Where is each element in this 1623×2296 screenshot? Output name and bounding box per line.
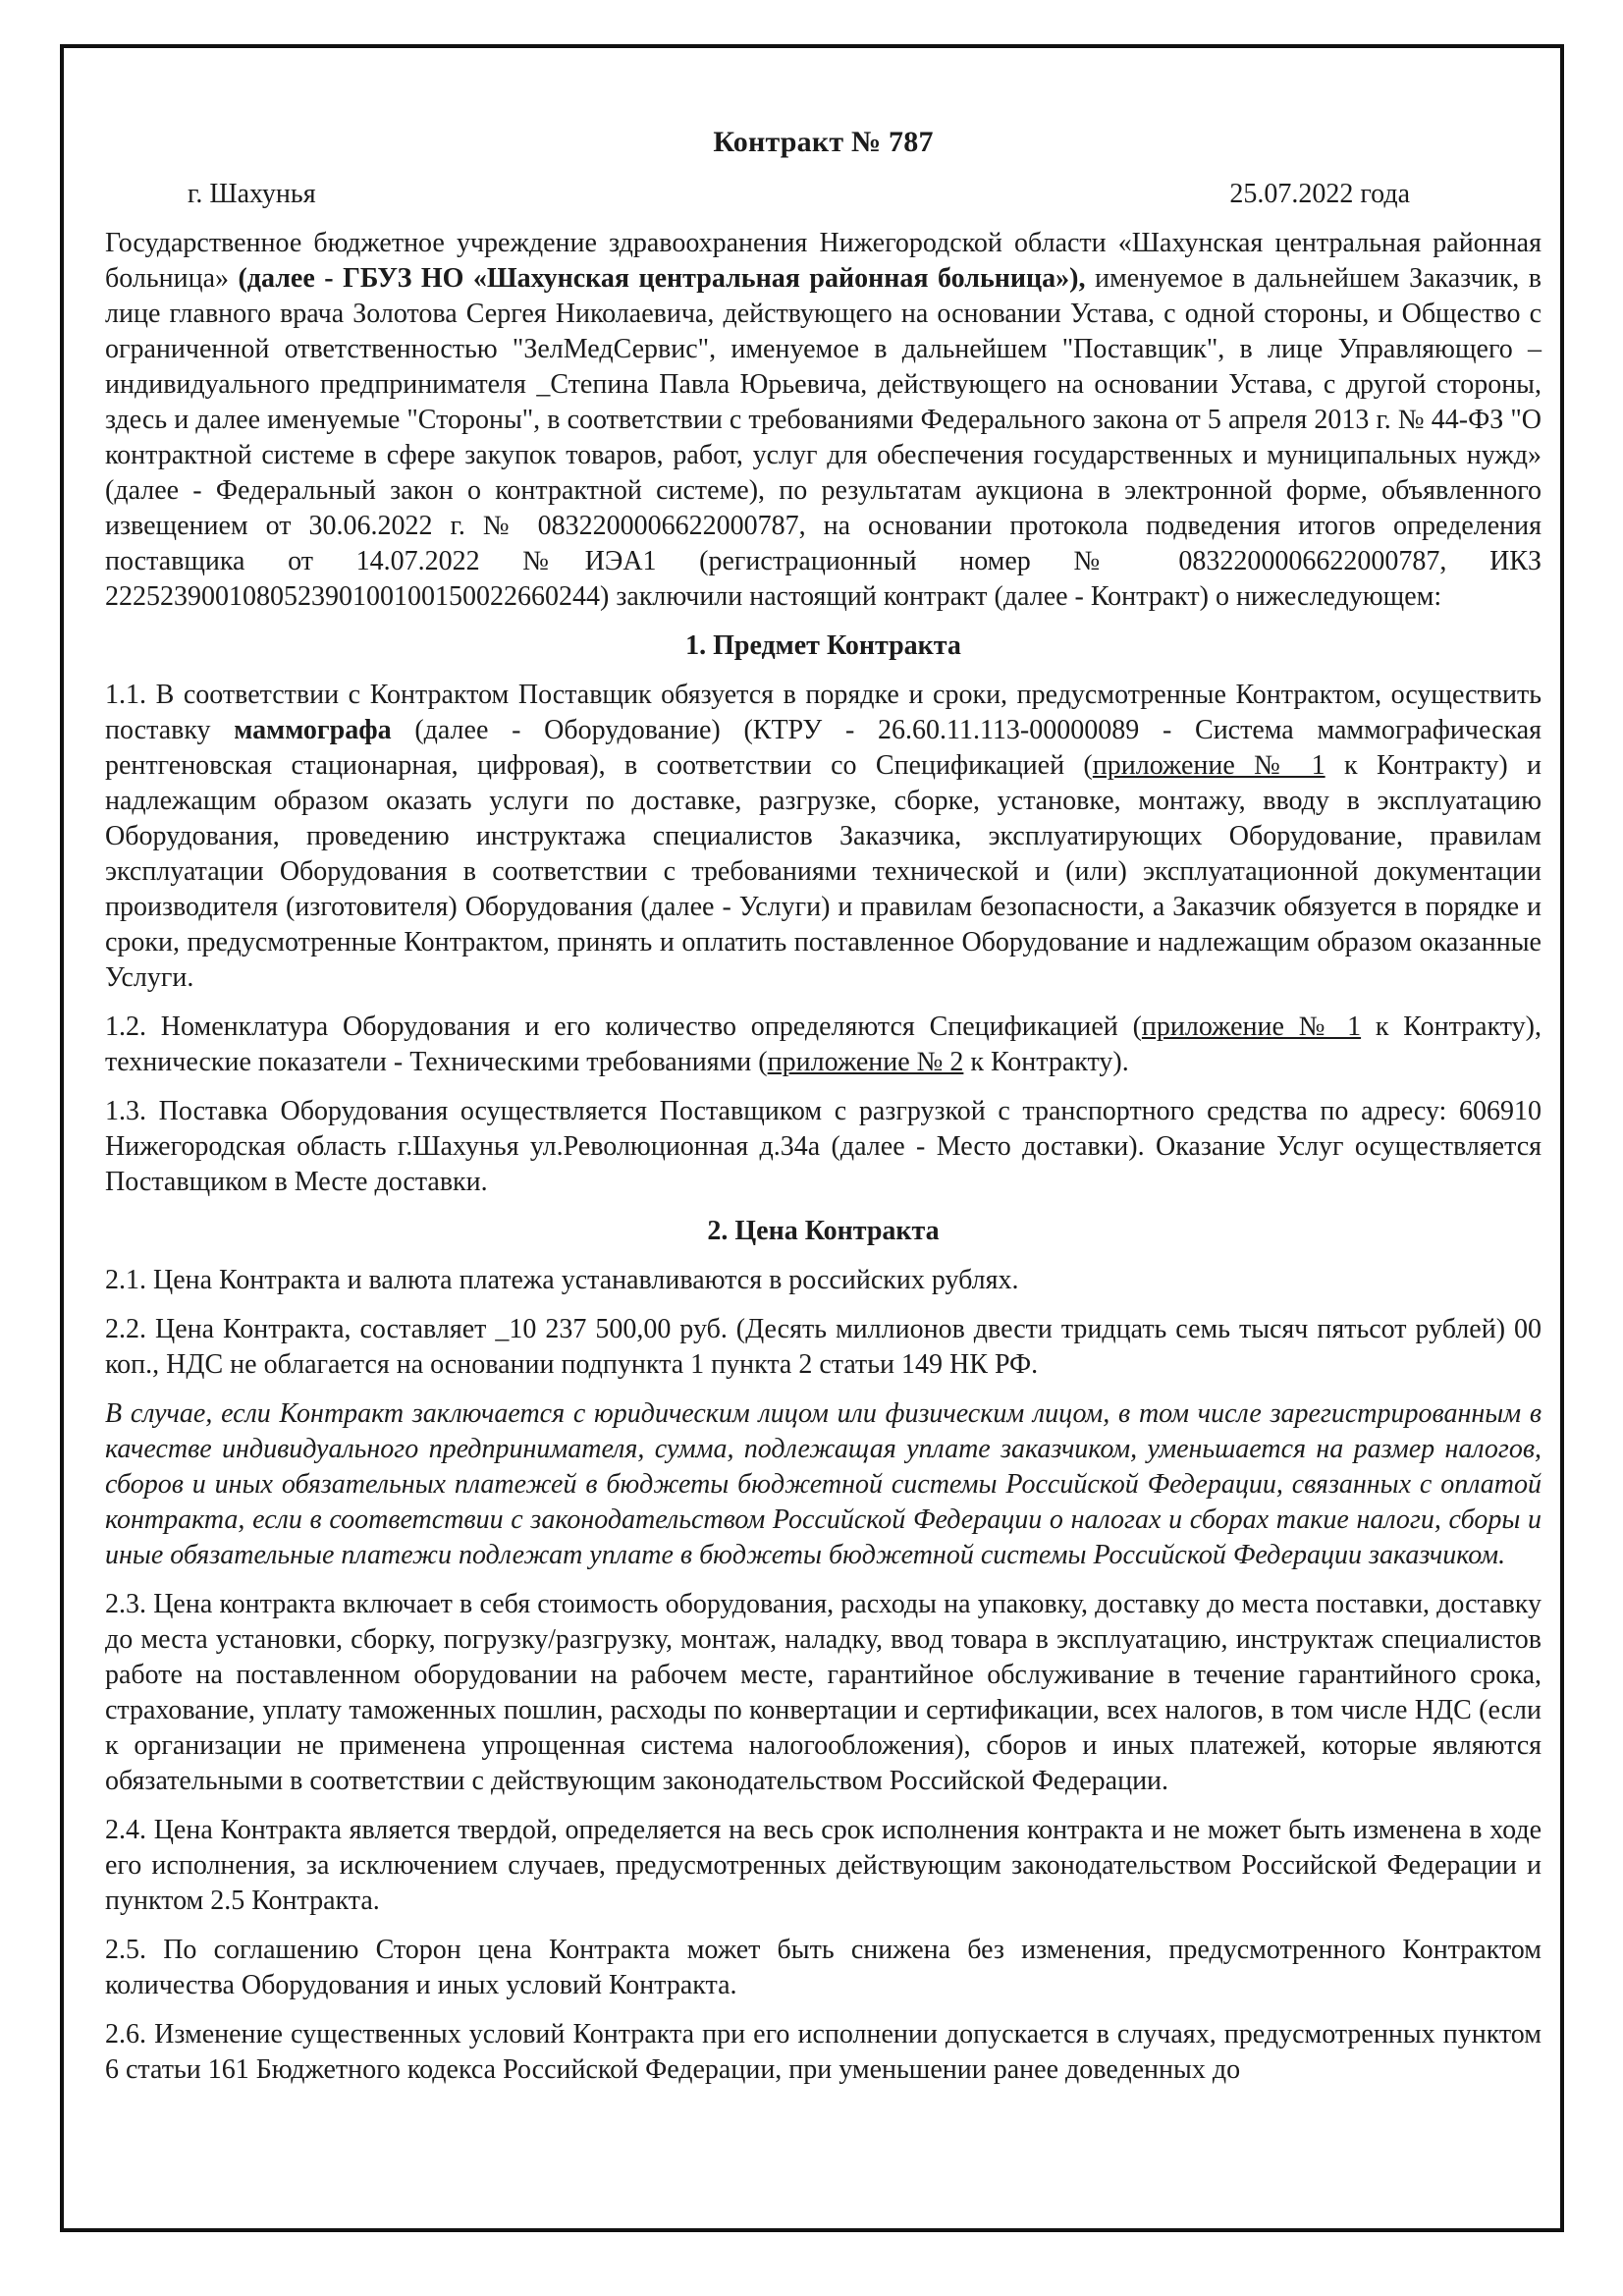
text-run: именуемое в дальнейшем Заказчик, в лице главного врача Золотова Сергея Николаевича, действующего на основании Устава, с одной стороны, и Общество с ограниченной ответственностью "ЗелМедСервис", именуемое в дальнейшем "Поставщик", в лице Управляющего – индивидуального предпринимателя _Степина Павла Юрьевича, действующего на основании Устава, с другой стороны, здесь и далее именуемые "Стороны", в соответствии с требованиями Федерального закона от 5 апреля 2013 г. № 44-ФЗ "О контрактной системе в сфере закупок товаров, работ, услуг для обеспечения государственных и муниципальных нужд» (далее - Федеральный закон о контрактной системе), по результатам аукциона в электронной форме, объявленного извещением от 30.06.2022 г. № 0832200006622000787, на основании протокола подведения итогов определения поставщика от 14.07.2022 №ИЭА1 (регистрационный номер № 0832200006622000787, ИКЗ 222523900108052390100100150022660244) заключили настоящий контракт (далее - Контракт) о нижеследующем: (105, 263, 1542, 612)
text-run: 1.3. Поставка Оборудования осуществляется Поставщиком с разгрузкой с транспортного средства по адресу: 606910 Нижегородская область г.Шахунья ул.Революционная д.34а (далее - Место доставки). Оказание Услуг осуществляется Поставщиком в Месте доставки. (105, 1096, 1542, 1197)
text-run: В случае, если Контракт заключается с юридическим лицом или физическим лицом, в том числе зарегистрированным в качестве индивидуального предпринимателя, сумма, подлежащая уплате заказчиком, уменьшается на размер налогов, сборов и иных обязательных платежей в бюджеты бюджетной системы Российской Федерации, связанных с оплатой контракта, если в соответствии с законодательством Российской Федерации о налогах и сборах такие налоги, сборы и иные обязательные платежи подлежат уплате в бюджеты бюджетной системы Российской Федерации заказчиком. (105, 1398, 1542, 1570)
contract-place: г. Шахунья (188, 179, 316, 209)
text-run: 2.1. Цена Контракта и валюта платежа устанавливаются в российских рублях. (105, 1265, 1019, 1295)
preamble-paragraph (105, 226, 1542, 615)
clause-2-3 (105, 1587, 1542, 1799)
section-1-heading: 1. Предмет Контракта (685, 630, 961, 661)
text-run: приложение № 1 (1092, 750, 1325, 781)
text-run: 2.3. Цена контракта включает в себя стоимость оборудования, расходы на упаковку, доставку до места поставки, доставку до места установки, сборку, погрузку/разгрузку, монтаж, наладку, ввод товара в эксплуатацию, инструктаж специалистов работе на поставленном оборудовании на рабочем месте, гарантийное обслуживание в течение гарантийного срока, страхование, уплату таможенных пошлин, расходы по конвертации и сертификации, всех налогов, в том числе НДС (если к организации не применена упрощенная система налогообложения), сборов и иных платежей, которые являются обязательными в соответствии с действующим законодательством Российской Федерации. (105, 1589, 1542, 1796)
text-run: (далее - Оборудование) (КТРУ - 26.60.11.113-00000089 - Система маммографическая рентгеновская стационарная, цифровая), в соответствии со Спецификацией ( (105, 715, 1542, 781)
clause-1-1 (105, 678, 1542, 996)
clause-2-5 (105, 1933, 1542, 2003)
text-run: приложение № 1 (1141, 1011, 1362, 1042)
text-run: приложение № 2 (767, 1047, 964, 1077)
dateline (105, 177, 1542, 212)
clause-2-2 (105, 1312, 1542, 1383)
text-run: 2.2. Цена Контракта, составляет _10 237 500,00 руб. (Десять миллионов двести тридцать семь тысяч пятьсот рублей) 00 коп., НДС не облагается на основании подпункта 1 пункта 2 статьи 149 НК РФ. (105, 1314, 1542, 1380)
text-run: (далее - ГБУЗ НО «Шахунская центральная районная больница»), (238, 263, 1086, 294)
clause-2-6 (105, 2017, 1542, 2088)
tax-note-paragraph (105, 1396, 1542, 1573)
text-run: к Контракту) и надлежащим образом оказать услуги по доставке, разгрузке, сборке, установке, монтажу, вводу в эксплуатацию Оборудования, проведению инструктажа специалистов Заказчика, эксплуатирующих Оборудование, правилам эксплуатации Оборудования в соответствии с требованиями технической и (или) эксплуатационной документации производителя (изготовителя) Оборудования (далее - Услуги) и правилам безопасности, а Заказчик обязуется в порядке и сроки, предусмотренные Контрактом, принять и оплатить поставленное Оборудование и надлежащим образом оказанные Услуги. (105, 750, 1542, 993)
clause-2-4 (105, 1813, 1542, 1919)
text-run: 2.4. Цена Контракта является твердой, определяется на весь срок исполнения контракта и не может быть изменена в ходе его исполнения, за исключением случаев, предусмотренных действующим законодательством Российской Федерации и пунктом 2.5 Контракта. (105, 1815, 1542, 1916)
text-run: 2.5. По соглашению Сторон цена Контракта может быть снижена без изменения, предусмотренного Контрактом количества Оборудования и иных условий Контракта. (105, 1935, 1542, 2000)
text-run: к Контракту). (963, 1047, 1129, 1077)
clause-2-1 (105, 1263, 1542, 1298)
contract-document (105, 126, 1542, 2102)
section-2-heading: 2. Цена Контракта (707, 1216, 940, 1246)
text-run: к Контракту), технические показатели - Техническими требованиями ( (105, 1011, 1542, 1077)
clause-1-3 (105, 1094, 1542, 1200)
clause-1-2 (105, 1010, 1542, 1080)
text-run: Государственное бюджетное учреждение здравоохранения Нижегородской области «Шахунская центральная районная больница» (105, 228, 1542, 294)
text-run: маммографа (234, 715, 392, 745)
text-run: 2.6. Изменение существенных условий Контракта при его исполнении допускается в случаях, предусмотренных пунктом 6 статьи 161 Бюджетного кодекса Российской Федерации, при уменьшении ранее доведенных до (105, 2019, 1542, 2085)
text-run: 1.2. Номенклатура Оборудования и его количество определяются Спецификацией ( (105, 1011, 1142, 1042)
contract-date: 25.07.2022 года (1229, 179, 1410, 209)
contract-title: Контракт № 787 (713, 126, 934, 158)
text-run: 1.1. В соответствии с Контрактом Поставщик обязуется в порядке и сроки, предусмотренные Контрактом, осуществить поставку (105, 680, 1542, 745)
